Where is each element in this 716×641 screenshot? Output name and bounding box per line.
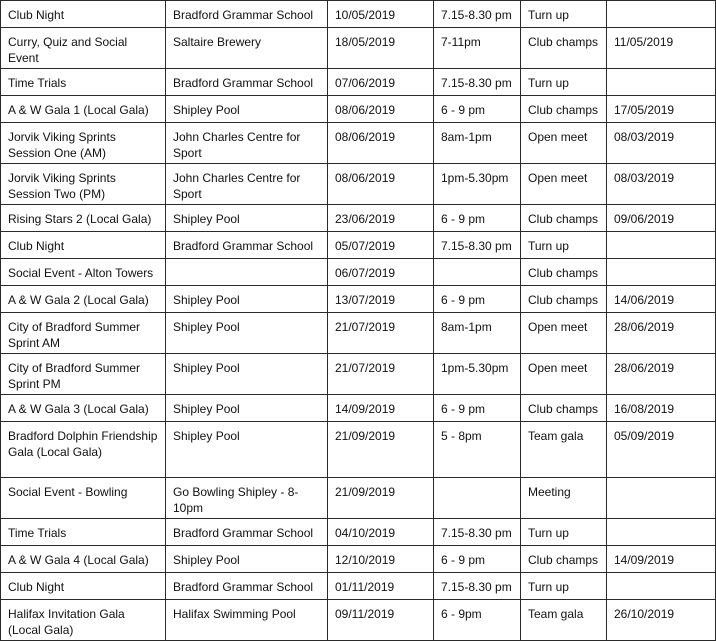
date-cell: 10/05/2019: [328, 1, 434, 28]
table-row: [1, 28, 716, 69]
event-name-cell: Time Trials: [1, 519, 166, 546]
venue-cell: Shipley Pool: [166, 395, 328, 422]
entry-type-cell: Club champs: [521, 395, 607, 422]
date-cell: 05/07/2019: [328, 232, 434, 259]
closing-date-cell: [607, 573, 716, 600]
venue-cell: Bradford Grammar School: [166, 69, 328, 96]
entry-type-cell: Club champs: [521, 205, 607, 232]
table-row: [1, 123, 716, 164]
table-row: [1, 573, 716, 600]
event-name-cell: Jorvik Viking Sprints Session Two (PM): [1, 164, 166, 205]
date-cell: 12/10/2019: [328, 546, 434, 573]
closing-date-cell: 08/03/2019: [607, 123, 716, 164]
date-cell: 23/06/2019: [328, 205, 434, 232]
event-name-cell: Halifax Invitation Gala (Local Gala): [1, 600, 166, 641]
time-cell: 7.15-8.30 pm: [434, 1, 521, 28]
entry-type-cell: Club champs: [521, 96, 607, 123]
entry-type-cell: Turn up: [521, 519, 607, 546]
venue-cell: Shipley Pool: [166, 96, 328, 123]
date-cell: 09/11/2019: [328, 600, 434, 641]
date-cell: 13/07/2019: [328, 286, 434, 313]
closing-date-cell: 14/09/2019: [607, 546, 716, 573]
date-cell: 04/10/2019: [328, 519, 434, 546]
time-cell: 6 - 9 pm: [434, 205, 521, 232]
time-cell: 6 - 9 pm: [434, 96, 521, 123]
table-row: [1, 422, 716, 478]
event-name-cell: A & W Gala 4 (Local Gala): [1, 546, 166, 573]
table-row: [1, 1, 716, 28]
event-name-cell: Club Night: [1, 232, 166, 259]
entry-type-cell: Open meet: [521, 313, 607, 354]
closing-date-cell: 28/06/2019: [607, 354, 716, 395]
entry-type-cell: Turn up: [521, 69, 607, 96]
closing-date-cell: 28/06/2019: [607, 313, 716, 354]
closing-date-cell: [607, 1, 716, 28]
table-row: [1, 546, 716, 573]
time-cell: 6 - 9 pm: [434, 286, 521, 313]
time-cell: 5 - 8pm: [434, 422, 521, 478]
entry-type-cell: Meeting: [521, 478, 607, 519]
closing-date-cell: [607, 478, 716, 519]
date-cell: 21/07/2019: [328, 313, 434, 354]
table-row: [1, 69, 716, 96]
venue-cell: Halifax Swimming Pool: [166, 600, 328, 641]
entry-type-cell: Club champs: [521, 259, 607, 286]
venue-cell: Shipley Pool: [166, 422, 328, 478]
date-cell: 08/06/2019: [328, 96, 434, 123]
event-name-cell: Jorvik Viking Sprints Session One (AM): [1, 123, 166, 164]
table-row: [1, 519, 716, 546]
venue-cell: Bradford Grammar School: [166, 1, 328, 28]
entry-type-cell: Open meet: [521, 354, 607, 395]
table-row: [1, 600, 716, 641]
table-row: [1, 259, 716, 286]
date-cell: 14/09/2019: [328, 395, 434, 422]
time-cell: 8am-1pm: [434, 123, 521, 164]
event-name-cell: Time Trials: [1, 69, 166, 96]
table-row: [1, 478, 716, 519]
time-cell: 1pm-5.30pm: [434, 354, 521, 395]
event-name-cell: Social Event - Bowling: [1, 478, 166, 519]
table-row: [1, 354, 716, 395]
time-cell: 6 - 9pm: [434, 600, 521, 641]
date-cell: 07/06/2019: [328, 69, 434, 96]
entry-type-cell: Club champs: [521, 286, 607, 313]
date-cell: 21/07/2019: [328, 354, 434, 395]
closing-date-cell: 16/08/2019: [607, 395, 716, 422]
time-cell: 1pm-5.30pm: [434, 164, 521, 205]
closing-date-cell: [607, 519, 716, 546]
closing-date-cell: 26/10/2019: [607, 600, 716, 641]
table-row: [1, 232, 716, 259]
venue-cell: Shipley Pool: [166, 205, 328, 232]
time-cell: 7.15-8.30 pm: [434, 519, 521, 546]
event-name-cell: Social Event - Alton Towers: [1, 259, 166, 286]
entry-type-cell: Team gala: [521, 422, 607, 478]
table-row: [1, 164, 716, 205]
venue-cell: Saltaire Brewery: [166, 28, 328, 69]
closing-date-cell: [607, 232, 716, 259]
table-row: [1, 395, 716, 422]
date-cell: 21/09/2019: [328, 478, 434, 519]
time-cell: 6 - 9 pm: [434, 395, 521, 422]
closing-date-cell: [607, 69, 716, 96]
venue-cell: John Charles Centre for Sport: [166, 164, 328, 205]
date-cell: 08/06/2019: [328, 123, 434, 164]
time-cell: 7.15-8.30 pm: [434, 573, 521, 600]
venue-cell: Bradford Grammar School: [166, 519, 328, 546]
table-row: [1, 313, 716, 354]
venue-cell: Bradford Grammar School: [166, 232, 328, 259]
table-row: [1, 286, 716, 313]
entry-type-cell: Turn up: [521, 232, 607, 259]
event-name-cell: Club Night: [1, 1, 166, 28]
venue-cell: Go Bowling Shipley - 8-10pm: [166, 478, 328, 519]
closing-date-cell: 11/05/2019: [607, 28, 716, 69]
date-cell: 18/05/2019: [328, 28, 434, 69]
venue-cell: Shipley Pool: [166, 354, 328, 395]
entry-type-cell: Open meet: [521, 123, 607, 164]
time-cell: 8am-1pm: [434, 313, 521, 354]
venue-cell: John Charles Centre for Sport: [166, 123, 328, 164]
closing-date-cell: [607, 259, 716, 286]
entry-type-cell: Club champs: [521, 28, 607, 69]
venue-cell: Shipley Pool: [166, 313, 328, 354]
table-row: [1, 96, 716, 123]
event-name-cell: Curry, Quiz and Social Event: [1, 28, 166, 69]
event-name-cell: Bradford Dolphin Friendship Gala (Local Gala): [1, 422, 166, 478]
event-name-cell: Rising Stars 2 (Local Gala): [1, 205, 166, 232]
time-cell: 7.15-8.30 pm: [434, 69, 521, 96]
entry-type-cell: Club champs: [521, 546, 607, 573]
event-name-cell: A & W Gala 1 (Local Gala): [1, 96, 166, 123]
time-cell: 7-11pm: [434, 28, 521, 69]
event-name-cell: A & W Gala 3 (Local Gala): [1, 395, 166, 422]
closing-date-cell: 09/06/2019: [607, 205, 716, 232]
event-name-cell: A & W Gala 2 (Local Gala): [1, 286, 166, 313]
entry-type-cell: Turn up: [521, 573, 607, 600]
table-row: [1, 205, 716, 232]
time-cell: 7.15-8.30 pm: [434, 232, 521, 259]
entry-type-cell: Turn up: [521, 1, 607, 28]
date-cell: 06/07/2019: [328, 259, 434, 286]
event-schedule-body: [1, 1, 716, 641]
closing-date-cell: 05/09/2019: [607, 422, 716, 478]
time-cell: 6 - 9 pm: [434, 546, 521, 573]
date-cell: 01/11/2019: [328, 573, 434, 600]
venue-cell: Shipley Pool: [166, 546, 328, 573]
time-cell: [434, 259, 521, 286]
entry-type-cell: Team gala: [521, 600, 607, 641]
venue-cell: Shipley Pool: [166, 286, 328, 313]
closing-date-cell: 14/06/2019: [607, 286, 716, 313]
event-name-cell: Club Night: [1, 573, 166, 600]
event-name-cell: City of Bradford Summer Sprint PM: [1, 354, 166, 395]
venue-cell: [166, 259, 328, 286]
time-cell: [434, 478, 521, 519]
date-cell: 08/06/2019: [328, 164, 434, 205]
closing-date-cell: 08/03/2019: [607, 164, 716, 205]
date-cell: 21/09/2019: [328, 422, 434, 478]
entry-type-cell: Open meet: [521, 164, 607, 205]
venue-cell: Bradford Grammar School: [166, 573, 328, 600]
event-name-cell: City of Bradford Summer Sprint AM: [1, 313, 166, 354]
closing-date-cell: 17/05/2019: [607, 96, 716, 123]
